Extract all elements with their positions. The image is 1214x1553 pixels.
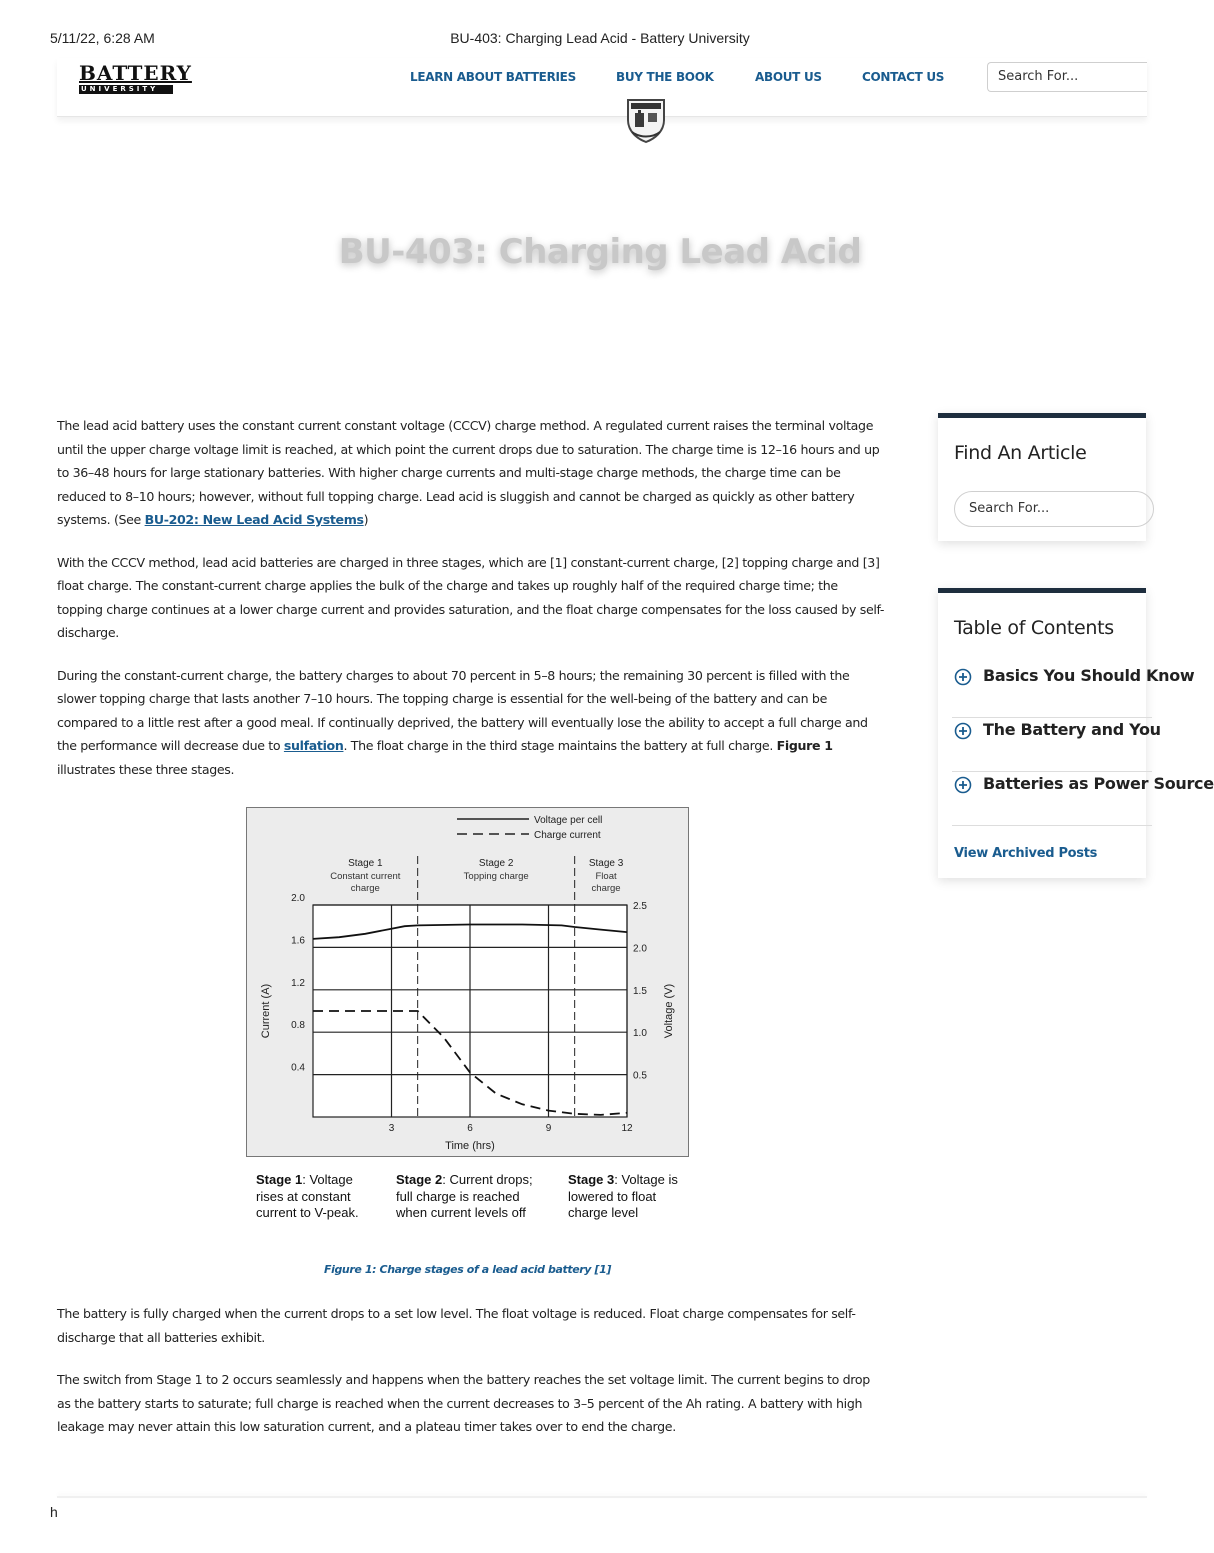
table-of-contents-widget xyxy=(938,588,1214,878)
stage-desc-bold: Stage 3 xyxy=(568,1172,615,1187)
paragraph-text: ) xyxy=(363,512,369,527)
y-tick-label: 0.8 xyxy=(291,1020,305,1032)
article-paragraph-1 xyxy=(57,414,887,532)
link-sulfation[interactable]: sulfation xyxy=(283,738,344,753)
x-tick-label: 6 xyxy=(467,1123,473,1134)
y-tick-label: 2.0 xyxy=(291,893,305,904)
print-date: 5/11/22, 6:28 AM xyxy=(50,30,155,46)
university-emblem-icon xyxy=(622,96,670,144)
stage-desc-text: : Voltage rises at constant current to V-peak. xyxy=(256,1172,359,1220)
article-paragraph-4: The battery is fully charged when the current drops to a set low level. The float voltage is reduced. Float charge compensates for self-discharge that all batteries exhibit. xyxy=(57,1306,856,1345)
stage-desc-bold: Stage 2 xyxy=(396,1172,443,1187)
print-header xyxy=(50,30,1150,48)
chart-svg xyxy=(247,808,690,1158)
y2-tick-label: 1.5 xyxy=(633,985,647,997)
stage-label: Stage 1 xyxy=(348,858,383,869)
print-doc-title: BU-403: Charging Lead Acid - Battery University xyxy=(450,30,750,46)
stage-label: Stage 3 xyxy=(588,858,624,869)
stage-desc-text: : Voltage is lowered to float charge level xyxy=(568,1172,678,1220)
y-tick-label: 1.6 xyxy=(291,935,305,947)
article-paragraph-5: The switch from Stage 1 to 2 occurs seamlessly and happens when the battery reaches the set voltage limit. The current begins to drop as the battery starts to saturate; full charge is reached when the current decreases to 3–5 percent of the Ah rating. A battery with high leakage may never attain this low saturation current, and a plateau timer takes over to end the charge. xyxy=(57,1372,870,1434)
link-bu-202[interactable]: BU-202: New Lead Acid Systems xyxy=(144,512,364,527)
toc-item-power-source[interactable] xyxy=(952,773,1214,826)
stage-desc-bold: Stage 1 xyxy=(256,1172,303,1187)
paragraph-text: During the constant-current charge, the battery charges to about 70 percent in 5–8 hours; the remaining 30 percent is filled with the slower topping charge that lasts another 7–10 hours. The topping charge is essential for the well-being of the battery and can be compared to a little rest after a good meal. If continually deprived, the battery will eventually lose the ability to accept a full charge and the performance will decrease due to xyxy=(57,667,868,753)
x-tick-label: 3 xyxy=(388,1123,395,1134)
stage-1-description xyxy=(256,1172,376,1222)
stage-sublabel: charge xyxy=(350,883,380,894)
stage-sublabel: charge xyxy=(591,883,621,894)
charge-stages-chart xyxy=(246,807,689,1157)
logo-subtitle: UNIVERSITY xyxy=(79,85,173,94)
y-tick-label: 1.2 xyxy=(291,977,305,989)
stage-sublabel: Constant current xyxy=(330,871,401,882)
stage-2-description xyxy=(396,1172,551,1222)
y-tick-label: 0.4 xyxy=(291,1062,305,1074)
find-article-widget xyxy=(938,413,1146,541)
article-body xyxy=(57,414,887,800)
article-body-continued xyxy=(57,1302,887,1458)
toc-item-basics[interactable] xyxy=(952,665,1195,718)
nav-about-us[interactable]: ABOUT US xyxy=(755,70,822,84)
y2-tick-label: 1.0 xyxy=(633,1028,647,1040)
expand-plus-icon[interactable] xyxy=(954,776,972,794)
figure-caption: Figure 1: Charge stages of a lead acid battery [1] xyxy=(323,1263,612,1276)
footer-divider xyxy=(57,1496,1147,1498)
paragraph-text: The lead acid battery uses the constant current constant voltage (CCCV) charge method. A regulated current raises the terminal voltage until the upper charge voltage limit is reached, at which point the current drops due to saturation. The charge time is 12–16 hours and up to 36–48 hours for large stationary batteries. With higher charge currents and multi-stage charge methods, the charge time can be reduced to 8–10 hours; however, without full topping charge. Lead acid is sluggish and cannot be charged as quickly as other battery systems. (See xyxy=(57,418,880,527)
nav-learn-about-batteries[interactable]: LEARN ABOUT BATTERIES xyxy=(410,70,576,84)
article-paragraph-3 xyxy=(57,664,887,782)
nav-contact-us[interactable]: CONTACT US xyxy=(862,70,945,84)
site-logo[interactable] xyxy=(79,61,192,97)
article-paragraph-2: With the CCCV method, lead acid batteries are charged in three stages, which are [1] constant-current charge, [2] topping charge and [3] float charge. The constant-current charge applies the bulk of the charge and takes up roughly half of the required charge time; the topping charge continues at a lower charge current and provides saturation, and the float charge compensates for the loss caused by self-discharge. xyxy=(57,554,885,640)
x-tick-label: 12 xyxy=(621,1123,633,1134)
expand-plus-icon[interactable] xyxy=(954,668,972,686)
stage-label: Stage 2 xyxy=(478,858,514,869)
x-axis-title: Time (hrs) xyxy=(445,1140,495,1152)
legend-voltage-label: Voltage per cell xyxy=(534,815,603,826)
logo-wordmark: BATTERY xyxy=(79,61,192,85)
y-axis-title: Current (A) xyxy=(260,983,272,1039)
toc-item-label: Batteries as Power Source xyxy=(983,774,1214,793)
view-archived-posts-link[interactable]: View Archived Posts xyxy=(954,846,1098,861)
toc-item-label: The Battery and You xyxy=(983,720,1161,739)
nav-buy-the-book[interactable]: BUY THE BOOK xyxy=(616,70,714,84)
legend-current-label: Charge current xyxy=(534,830,601,841)
print-footer-fragment: h xyxy=(50,1504,58,1520)
site-header xyxy=(57,58,1147,117)
stage-sublabel: Float xyxy=(595,871,617,882)
expand-plus-icon[interactable] xyxy=(954,722,972,740)
toc-item-label: Basics You Should Know xyxy=(983,666,1195,685)
x-tick-label: 9 xyxy=(545,1123,552,1134)
figure-reference: Figure 1 xyxy=(776,738,833,753)
find-article-title: Find An Article xyxy=(954,442,1087,464)
header-search-input[interactable]: Search For... xyxy=(987,62,1147,92)
stage-desc-text: : Current drops; full charge is reached when current levels off xyxy=(396,1172,533,1220)
toc-title: Table of Contents xyxy=(954,617,1114,639)
y2-tick-label: 2.5 xyxy=(633,901,647,912)
paragraph-text: illustrates these three stages. xyxy=(57,761,235,777)
page-title: BU-403: Charging Lead Acid xyxy=(338,232,862,272)
stage-sublabel: Topping charge xyxy=(463,871,529,882)
y2-tick-label: 2.0 xyxy=(633,943,647,955)
sidebar-search-input[interactable]: Search For... xyxy=(954,491,1154,527)
stage-3-description xyxy=(568,1172,688,1222)
y2-axis-title: Voltage (V) xyxy=(663,983,675,1039)
toc-item-battery-and-you[interactable] xyxy=(952,719,1161,772)
paragraph-text: . The float charge in the third stage maintains the battery at full charge. xyxy=(343,738,777,753)
y2-tick-label: 0.5 xyxy=(633,1070,647,1082)
